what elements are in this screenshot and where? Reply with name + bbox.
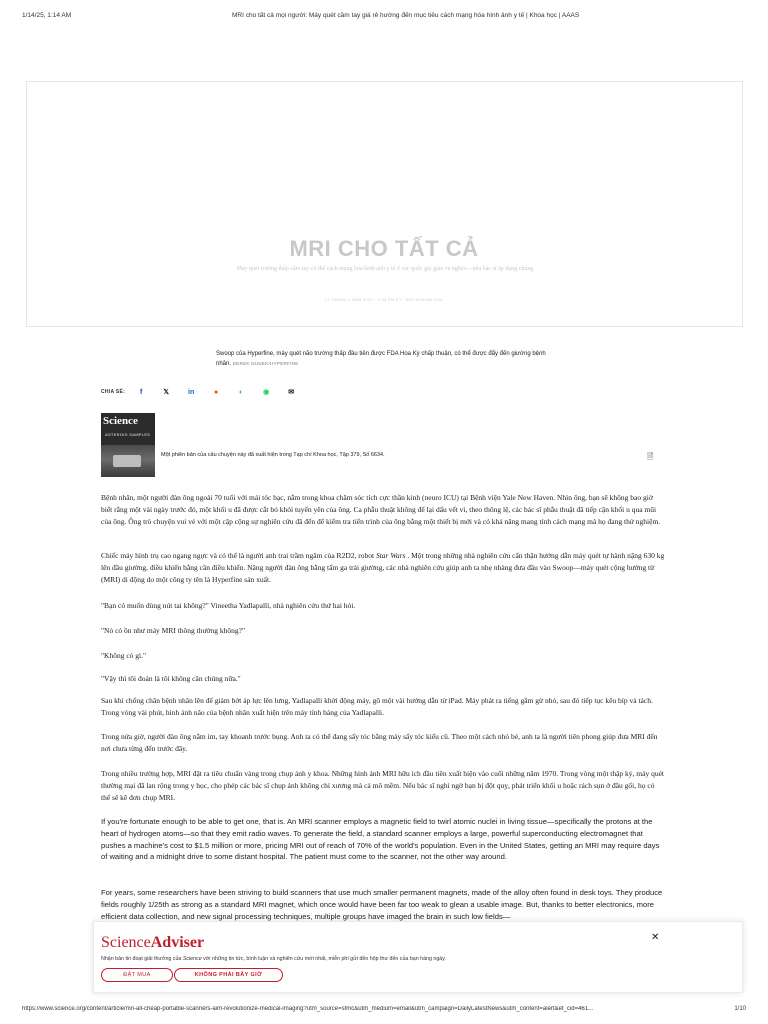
article-byline: 21 THÁNG 2 NĂM 2023 · 2:00 PM ET · BỞI ADRIAN CHO xyxy=(324,297,444,302)
paragraph: For years, some researchers have been striving to build scanners that use much smaller permanent magnets, made of the alloy often found in desk toys. They produce fields roughly 1/25th as strong as a standard MRI magnet, which once would have been far too weak to glean a usable image. But, thanks to better electronics, more efficient data collection, and new signal processing techniques, multiple groups have imaged the brain in such low fields— xyxy=(101,888,663,921)
cover-headline: ASTEROID SAMPLES xyxy=(105,432,151,437)
paragraph: Chiếc máy hình trụ cao ngang ngực và có thể là người anh trai trầm ngâm của R2D2, robot Star Wars . Một trong những nhà nghiên cứu cẩn thận hướng dẫn máy quét tự hành nặng 630 kg lên đầu giường, điều khiển bằng cần điều khiển. Nâng người đàn ông bằng tấm ga trải giường, các nhà nghiên cứu giúp anh ta nhẹ nhàng đưa đầu vào Swoop—máy quét cộng hưởng từ (MRI) di động do một công ty tên là Hyperfine sản xuất. xyxy=(101,551,665,584)
paragraph: Sau khi chống chân bệnh nhân lên để giảm bớt áp lực lên lưng, Yadlapalli khởi động máy, gõ một vài hướng dẫn từ iPad. Máy phát ra tiếng gầm gừ nhỏ, sau đó tiếp tục kêu bíp và tách. Trong vòng vài phút, hình ảnh não của bệnh nhân xuất hiện trên máy tính bảng của Yadlapalli. xyxy=(101,696,653,717)
x-icon[interactable]: 𝕏 xyxy=(163,389,169,396)
reddit-icon[interactable]: ● xyxy=(214,388,219,396)
emphasis: Star Wars xyxy=(375,551,406,560)
article-title: MRI CHO TẤT CẢ xyxy=(289,236,479,261)
share-label: CHIA SẺ: xyxy=(101,389,126,395)
facebook-icon[interactable]: f xyxy=(140,388,143,396)
issue-note: Một phiên bản của câu chuyện này đã xuất hiện trong Tạp chí Khoa học, Tập 379, Số 6634. xyxy=(161,452,385,458)
close-icon[interactable]: ✕ xyxy=(651,932,660,943)
print-footer xyxy=(22,1006,746,1016)
linkedin-icon[interactable]: in xyxy=(188,388,195,396)
science-adviser-logo: ScienceAdviser xyxy=(101,934,205,951)
newsletter-description: Nhận bản tin đoạt giải thưởng của Science với những tin tức, bình luận và nghiên cứu mới nhất, miễn phí gửi đến hộp thư đến của bạn hàng ngày. xyxy=(101,956,446,962)
paragraph: Trong nửa giờ, người đàn ông nằm im, tay khoanh trước bụng. Anh ta có thể đang sấy tóc bằng máy sấy tóc kiểu cũ. Theo một cách nhỏ bé, anh ta là người tiên phong giúp đưa MRI đến nơi chưa từng đến trước đây. xyxy=(101,732,658,753)
whatsapp-icon[interactable]: ◉ xyxy=(263,389,270,396)
not-now-button[interactable]: KHÔNG PHẢI BÂY GIỜ xyxy=(174,968,283,982)
paragraph: If you're fortunate enough to be able to get one, that is. An MRI scanner employs a magnetic field to twirl atomic nuclei in living tissue—specifically the protons at the heart of hydrogen atoms—so that they emit radio waves. To generate the field, a standard scanner employs a large, powerful superconducting electromagnet that pushes a machine's cost to $1.5 million or more, pricing MRI out of reach of 70% of the world's population. Even in the United States, getting an MRI may require days of waiting and a midnight drive to some distant hospital. The patient must come to the scanner, not the other way around. xyxy=(101,817,660,862)
paragraph: "Vậy thì tôi đoán là tôi không cần chúng nữa." xyxy=(101,674,241,683)
paragraph: Bệnh nhân, một người đàn ông ngoài 70 tuổi với mái tóc bạc, nằm trong khoa chăm sóc tích cực thần kinh (neuro ICU) tại Bệnh viện Yale New Haven. Nhìn ông, bạn sẽ không bao giờ biết rằng một vài ngày trước đó, một khối u đã được cắt bỏ khỏi tuyến yên của ông. Ca phẫu thuật không để lại dấu vết vì, theo thông lệ, các bác sĩ phẫu thuật đã tiếp cận khối u qua mũi của ông. Ông trò chuyện vui vẻ với một cặp cộng sự nghiên cứu đã đến để kiểm tra tiến trình của ông bằng một thiết bị mới và có khả năng mang tính cách mạng mà họ đang thử nghiệm. xyxy=(101,493,661,526)
paragraph: "Không có gì." xyxy=(101,651,147,660)
page-url: https://www.science.org/content/article/mri-all-cheap-portable-scanners-aim-revolutionize-medical-imaging?utm_source=sfmc&utm_medium=email&utm_campaign=DailyLatestNews&utm_content=alert&et_cid=461... xyxy=(22,1006,594,1012)
caption-credit: DEREK DUDEK/HYPERFINE xyxy=(232,361,299,366)
image-caption xyxy=(216,350,546,369)
print-header xyxy=(22,12,746,24)
print-date: 1/14/25, 1:14 AM xyxy=(22,12,72,19)
cover-asteroid-graphic xyxy=(113,455,141,467)
print-page-title: MRI cho tất cả mọi người: Máy quét cầm tay giá rẻ hướng đến mục tiêu cách mạng hóa hình ảnh y tế | Khoa học | AAAS xyxy=(232,12,580,19)
caption-text: Swoop của Hyperfine, máy quét não trường thấp đầu tiên được FDA Hoa Kỳ chấp thuận, có thể được đẩy đến giường bệnh nhân. xyxy=(216,351,546,367)
share-bar xyxy=(101,384,308,400)
paragraph: "Nó có ồn như máy MRI thông thường không?" xyxy=(101,626,246,635)
cover-masthead: Science xyxy=(103,415,138,427)
pdf-download-icon[interactable]: 🗎 xyxy=(647,452,654,461)
paragraph: Trong nhiều trường hợp, MRI đặt ra tiêu chuẩn vàng trong chụp ảnh y khoa. Những hình ảnh MRI hữu ích đầu tiên xuất hiện vào cuối những năm 1970. Trong vòng một thập kỷ, máy quét thường mại đã lan rộng trong y học, cho phép các bác sĩ chụp ảnh không chỉ xương mà cả mô mềm. Nếu bác sĩ nghi ngờ bạn bị đột quỵ, phát triển khối u hoặc rách sụn ở đầu gối, họ có thể sẽ kê đơn chụp MRI. xyxy=(101,769,665,802)
email-icon[interactable]: ✉ xyxy=(288,389,295,396)
wechat-icon[interactable]: ◐ xyxy=(239,388,244,396)
page-number: 1/10 xyxy=(734,1006,746,1012)
paragraph: "Bạn có muốn dùng nút tai không?" Vineetha Yadlapalli, nhà nghiên cứu thứ hai hỏi. xyxy=(101,601,356,610)
subscribe-button[interactable]: ĐẶT MUA xyxy=(101,968,173,982)
article-subtitle: Máy quét trường thấp cầm tay có thể cách mạng hóa hình ảnh y tế ở các quốc gia giàu và nghèo—nếu bác sĩ áp dụng chúng xyxy=(236,266,534,272)
hero-banner xyxy=(26,81,743,327)
issue-cover-image[interactable] xyxy=(101,413,155,477)
newsletter-signup-banner xyxy=(93,921,743,993)
